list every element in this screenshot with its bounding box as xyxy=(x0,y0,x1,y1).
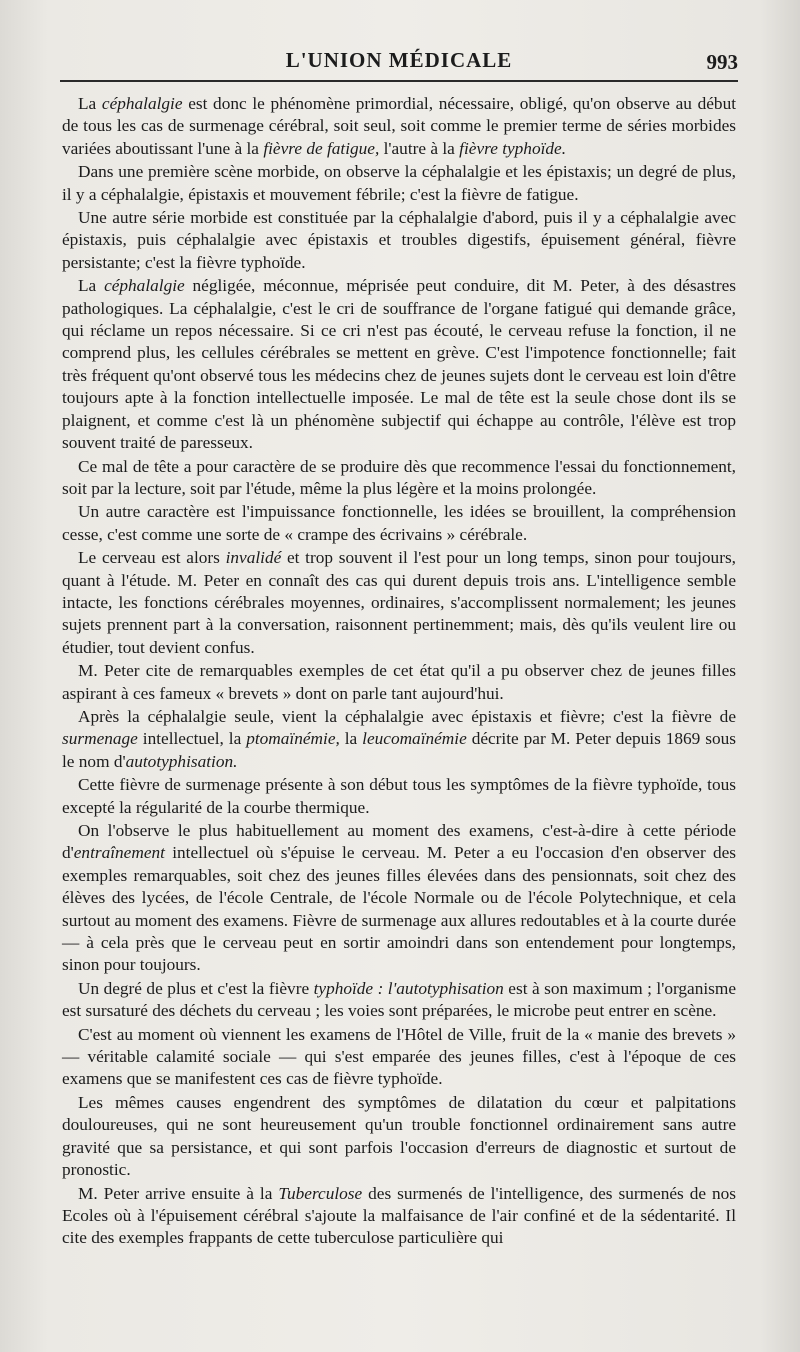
text-run: Après la céphalalgie seule, vient la céphalalgie avec épistaxis et fièvre; c'est la fièvre de xyxy=(78,706,736,726)
paragraph xyxy=(62,93,736,160)
paragraph xyxy=(62,501,736,546)
italic-text: Tuberculose xyxy=(278,1183,363,1203)
text-run: On l'observe le plus habituellement au moment des examens, c'est-à-dire à cette période d' xyxy=(62,821,736,863)
text-run: est donc le phénomène primordial, nécessaire, obligé, qu'on observe au début de tous les cas de surmenage cérébral, soit seul, soit comme le premier terme de séries morbides variées aboutissant l'une à la xyxy=(62,94,737,158)
header-rule xyxy=(60,80,738,82)
text-run: décrite par M. Peter depuis 1869 sous le nom d' xyxy=(62,729,736,771)
page-header xyxy=(60,44,738,80)
paragraph xyxy=(62,1092,736,1182)
paragraph xyxy=(62,1024,736,1091)
text-run: C'est au moment où viennent les examens de l'Hôtel de Ville, fruit de la « manie des brevets » — véritable calamité sociale — qui s'est emparée des jeunes filles, c'est à l'époque de ces examens que se manifestent ces cas de fièvre typhoïde. xyxy=(62,1024,736,1089)
text-run: La xyxy=(78,276,105,296)
text-run: et trop souvent il l'est pour un long temps, sinon pour toujours, quant à l'étude. M. Peter en connaît des cas qui durent depuis trois ans. L'intelligence semble intacte, les fonctions cérébrales moyennes, ordinaires, s'accomplissent normalement; les jeunes sujets prennent part à la conversation, raisonnent pertinemment; mais, dès qu'ils veulent lire ou étudier, tout devient confus. xyxy=(62,548,736,657)
text-run: la xyxy=(339,729,363,749)
text-run: Le cerveau est alors xyxy=(78,548,226,568)
text-run: La xyxy=(78,94,102,113)
paragraph xyxy=(62,706,736,773)
text-run: M. Peter cite de remarquables exemples de cet état qu'il a pu observer chez de jeunes filles aspirant à ces fameux « brevets » dont on parle tant aujourd'hui. xyxy=(62,661,736,703)
text-run: négligée, méconnue, méprisée peut conduire, dit M. Peter, à des désastres pathologiques. La céphalalgie, c'est le cri de souffrance de l'organe fatigué qui demande grâce, qui réclame un repos nécessaire. Si ce cri n'est pas écouté, le cerveau refuse la fonction, il ne comprend plus, les cellules cérébrales se mettent en grève. C'est l'impotence fonctionnelle; fait très fréquent qu'ont observé tous les médecins chez de jeunes sujets dont le cerveau est loin d'être toujours apte à la fonction intellectuelle imposée. Le mal de tête est la seule chose dont ils se plaignent, et comme c'est là un phénomène subjectif qui échappe au contrôle, l'élève est trop souvent traité de paresseux. xyxy=(62,276,737,453)
italic-text: ptomaïnémie, xyxy=(246,729,340,749)
text-run: intellectuel où s'épuise le cerveau. M. Peter a eu l'occasion d'en observer des exemples remarquables, soit chez des jeunes filles élevées dans des pensionnats, soit chez des élèves des lycées, de l'école Centrale, de l'école Normale ou de l'école Polytechnique, et cela surtout au moment des examens. Fièvre de surmenage aux allures redoutables et à la courte durée — à cela près que le cerveau peut en sortir amoindri dans son entendement pour longtemps, sinon pour toujours. xyxy=(62,843,736,975)
paragraph xyxy=(62,275,736,454)
paragraph xyxy=(62,207,736,274)
italic-text: typhoïde : l'autotyphisation xyxy=(313,978,504,998)
paragraph xyxy=(62,456,736,501)
italic-text: fièvre typhoïde. xyxy=(459,138,567,158)
text-run: Cette fièvre de surmenage présente à son début tous les symptômes de la fièvre typhoïde, tous excepté la régularité de la courbe thermique. xyxy=(62,775,736,817)
italic-text: invalidé xyxy=(225,548,282,568)
text-run: est à son maximum ; l'organisme est sursaturé des déchets du cerveau ; les voies sont préparées, le microbe peut entrer en scène. xyxy=(62,978,736,1021)
italic-text: entraînement xyxy=(73,843,165,863)
italic-text: céphalalgie xyxy=(104,276,185,296)
text-run: Dans une première scène morbide, on observe la céphalalgie et les épistaxis; un degré de plus, il y a céphalalgie, épistaxis et mouvement fébrile; c'est la fièvre de fatigue. xyxy=(62,162,736,204)
paragraph xyxy=(62,660,736,705)
running-head: L'UNION MÉDICALE xyxy=(285,48,513,72)
paragraph xyxy=(62,161,736,206)
paragraph xyxy=(62,978,736,1023)
text-run: Ce mal de tête a pour caractère de se produire dès que recommence l'essai du fonctionnement, soit par la lecture, soit par l'étude, même la plus légère et la moins prolongée. xyxy=(62,456,736,498)
text-run: l'autre à la xyxy=(379,138,460,158)
article-body xyxy=(62,93,736,1250)
text-run: des surmenés de l'intelligence, des surmenés de nos Ecoles où à l'épuisement cérébral s'ajoute la malfaisance de l'air confiné et de la sédentarité. Il cite des exemples frappants de cette tuberculose particulière qui xyxy=(62,1183,736,1248)
page-number: 993 xyxy=(706,50,738,74)
text-run: Une autre série morbide est constituée par la céphalalgie d'abord, puis il y a céphalalgie avec épistaxis, puis céphalalgie avec épistaxis et troubles digestifs, épuisement général, fièvre persistante; c'est la fièvre typhoïde. xyxy=(62,208,736,272)
text-run: intellectuel, la xyxy=(137,729,247,749)
paragraph xyxy=(62,820,736,977)
paragraph xyxy=(62,1183,736,1250)
italic-text: autotyphisation. xyxy=(125,751,238,771)
paragraph xyxy=(62,547,736,659)
text-run: Un degré de plus et c'est la fièvre xyxy=(78,978,314,998)
text-run: Un autre caractère est l'impuissance fonctionnelle, les idées se brouillent, la compréhension cesse, c'est comme une sorte de « crampe des écrivains » cérébrale. xyxy=(62,502,736,544)
italic-text: surmenage xyxy=(62,729,138,749)
text-run: M. Peter arrive ensuite à la xyxy=(78,1183,279,1203)
text-run: Les mêmes causes engendrent des symptômes de dilatation du cœur et palpitations douloureuses, qui ne sont heureusement qu'un trouble fonctionnel ordinairement sans autre gravité que sa persistance, et qui sont parfois l'occasion d'erreurs de diagnostic et surtout de pronostic. xyxy=(62,1092,736,1180)
italic-text: fièvre de fatigue, xyxy=(263,138,380,158)
italic-text: céphalalgie xyxy=(101,94,183,113)
italic-text: leucomaïnémie xyxy=(362,729,467,749)
paragraph xyxy=(62,774,736,819)
